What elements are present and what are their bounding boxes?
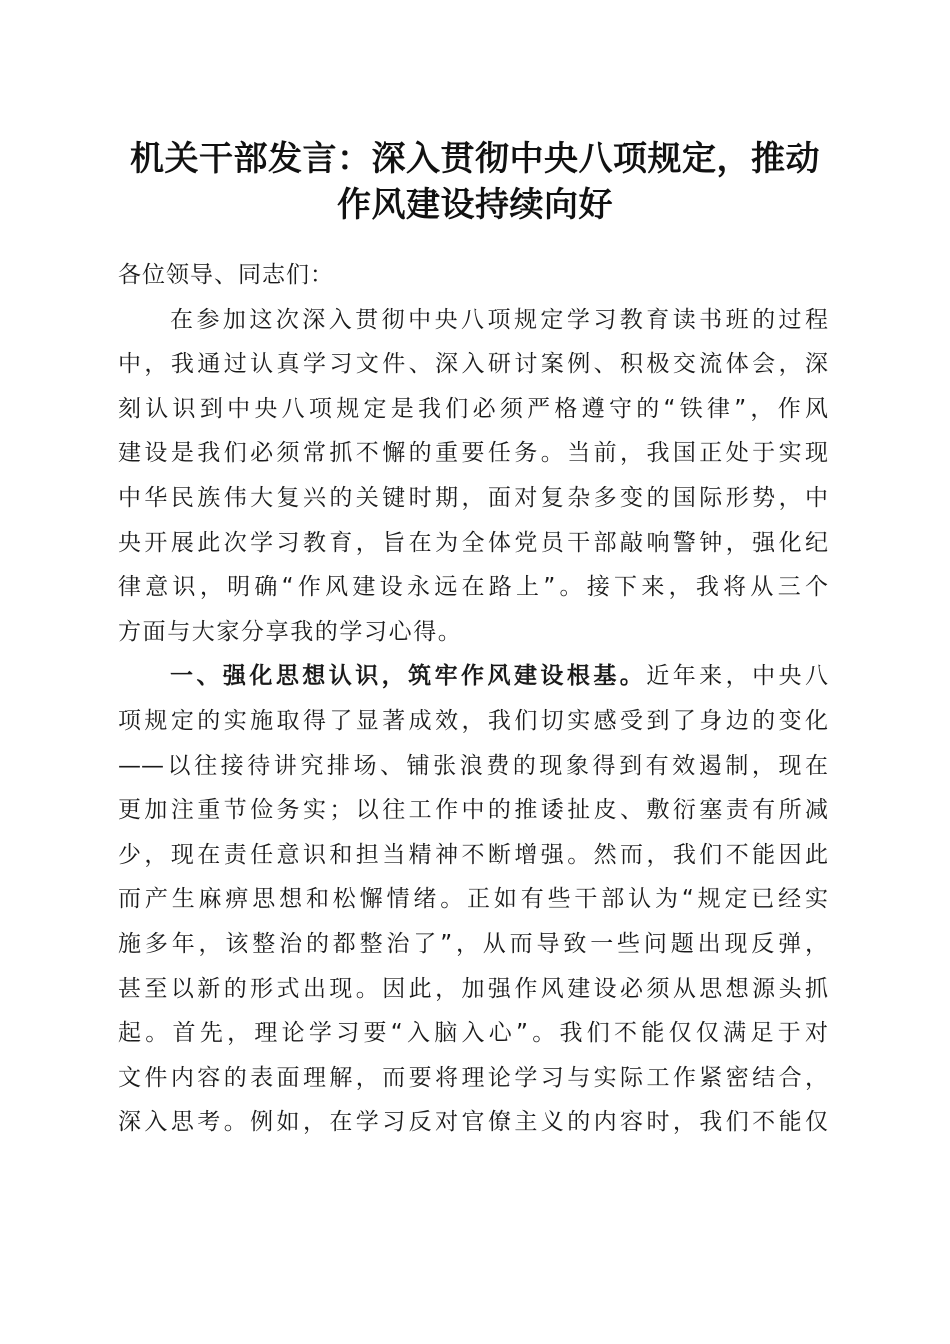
paragraph-intro xyxy=(118,298,828,655)
title-line-1: 机关干部发言：深入贯彻中央八项规定，推动 xyxy=(130,139,820,179)
text-line: 建设是我们必须常抓不懈的重要任务。当前，我国正处于实现 xyxy=(118,440,828,467)
text-line: 中华民族伟大复兴的关键时期，面对复杂多变的国际形势，中 xyxy=(118,484,828,511)
text-line: 项规定的实施取得了显著成效，我们切实感受到了身边的变化 xyxy=(118,707,828,734)
text-line: 甚至以新的形式出现。因此，加强作风建设必须从思想源头抓 xyxy=(118,975,828,1002)
text-line: 中，我通过认真学习文件、深入研讨案例、积极交流体会，深 xyxy=(118,351,828,378)
text-line: 文件内容的表面理解，而要将理论学习与实际工作紧密结合， xyxy=(118,1064,828,1091)
text-line: 央开展此次学习教育，旨在为全体党员干部敲响警钟，强化纪 xyxy=(118,529,828,556)
document-title xyxy=(100,136,850,228)
section-first-line-text: 近年来，中央八 xyxy=(646,663,829,690)
section-first-line xyxy=(118,654,828,699)
text-line: 律意识，明确“作风建设永远在路上”。接下来，我将从三个 xyxy=(118,574,828,601)
paragraph-section-1 xyxy=(118,654,828,1145)
title-line-2: 作风建设持续向好 xyxy=(337,185,613,225)
text-line: 在参加这次深入贯彻中央八项规定学习教育读书班的过程 xyxy=(170,306,828,333)
salutation: 各位领导、同志们： xyxy=(118,262,334,288)
text-line: 方面与大家分享我的学习心得。 xyxy=(118,618,463,645)
text-line: ——以往接待讲究排场、铺张浪费的现象得到有效遏制，现在 xyxy=(118,752,828,779)
text-line: 少，现在责任意识和担当精神不断增强。然而，我们不能因此 xyxy=(118,841,828,868)
text-line: 刻认识到中央八项规定是我们必须严格遵守的“铁律”，作风 xyxy=(118,395,828,422)
section-heading: 一、强化思想认识，筑牢作风建设根基。 xyxy=(170,663,647,690)
text-line: 深入思考。例如，在学习反对官僚主义的内容时，我们不能仅 xyxy=(118,1109,828,1136)
text-line: 而产生麻痹思想和松懈情绪。正如有些干部认为“规定已经实 xyxy=(118,886,828,913)
text-line: 施多年，该整治的都整治了”，从而导致一些问题出现反弹， xyxy=(118,930,828,957)
text-line: 更加注重节俭务实；以往工作中的推诿扯皮、敷衍塞责有所减 xyxy=(118,797,828,824)
document-body xyxy=(118,253,828,1145)
text-line: 起。首先，理论学习要“入脑入心”。我们不能仅仅满足于对 xyxy=(118,1020,828,1047)
